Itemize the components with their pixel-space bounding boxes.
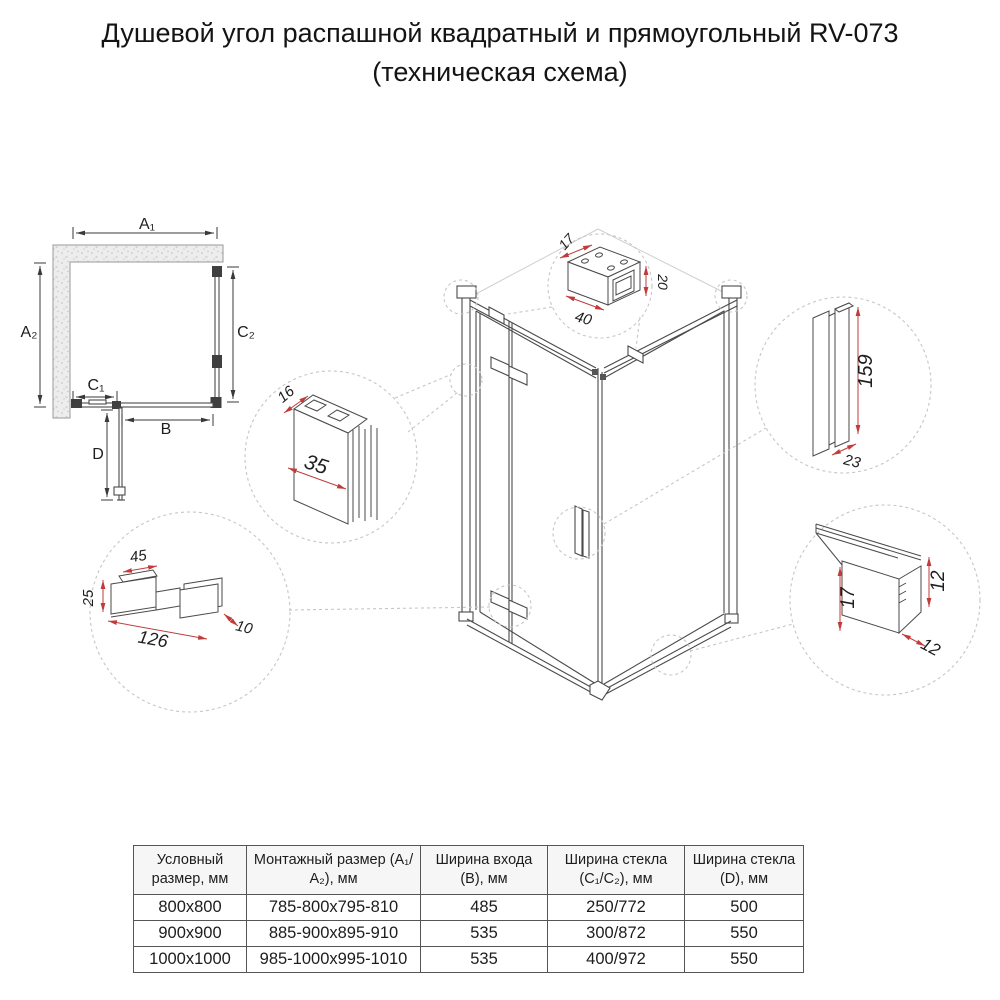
cell-size: 1000x1000	[134, 946, 247, 972]
detail-bottom-profile	[816, 524, 949, 660]
detail-bracket	[555, 230, 671, 330]
header-mounting-size: Монтажный размер (А₁/А₂), мм	[247, 846, 421, 895]
header-glass-width-d: Ширина стекла (D), мм	[685, 846, 804, 895]
title-line1: Душевой угол распашной квадратный и прямоугольный RV-073	[101, 18, 899, 48]
bracket-dim-height: 20	[655, 274, 671, 290]
bracket-dim-depth: 17	[555, 230, 578, 253]
title-line2: (техническая схема)	[372, 57, 628, 87]
cell-mounting: 885-900x895-910	[247, 920, 421, 946]
cell-glass-c: 400/972	[548, 946, 685, 972]
detail-handle	[813, 303, 877, 472]
cell-size: 800x800	[134, 894, 247, 920]
cell-mounting: 985-1000x995-1010	[247, 946, 421, 972]
hinge-dim-length: 126	[136, 626, 170, 652]
plan-label-a2: A₂	[20, 324, 38, 341]
header-entry-width: Ширина входа (B), мм	[421, 846, 548, 895]
cell-entry: 485	[421, 894, 548, 920]
handle-dim-height: 159	[855, 354, 877, 388]
bottom-profile-dim-side: 12	[928, 570, 949, 592]
bracket-dim-width: 40	[572, 308, 594, 330]
size-table	[133, 845, 804, 973]
cell-size: 900x900	[134, 920, 247, 946]
plan-label-a1: A₁	[138, 216, 156, 233]
plan-door-handle	[114, 487, 125, 495]
plan-label-c2: C₂	[237, 324, 255, 341]
hinge-dim-top: 45	[128, 546, 148, 567]
cell-entry: 535	[421, 946, 548, 972]
hinge-dim-thickness: 10	[233, 617, 255, 638]
header-nominal-size: Условный размер, мм	[134, 846, 247, 895]
detail-wall-profile	[274, 382, 377, 524]
wall-profile-dim-depth: 16	[274, 382, 298, 407]
plan-label-b: B	[160, 421, 172, 438]
plan-view	[21, 216, 255, 500]
bottom-profile-dim-depth: 12	[917, 634, 944, 660]
plan-glass-c2	[215, 267, 219, 405]
rail-clamp-left	[489, 307, 504, 324]
cell-glass-d: 550	[685, 946, 804, 972]
detail-hinge	[80, 547, 255, 652]
plan-label-c1: C₁	[87, 377, 105, 394]
plan-label-d: D	[92, 446, 104, 463]
table-header-row	[134, 846, 804, 895]
cell-glass-d: 500	[685, 894, 804, 920]
table-row	[134, 946, 804, 972]
hinge-dim-side: 25	[80, 589, 97, 607]
cell-mounting: 785-800x795-810	[247, 894, 421, 920]
cell-glass-c: 300/872	[548, 920, 685, 946]
bottom-profile-dim-height: 17	[838, 587, 859, 609]
cell-glass-d: 550	[685, 920, 804, 946]
right-wall-profile	[722, 286, 741, 298]
table-row	[134, 920, 804, 946]
handle-dim-depth: 23	[841, 451, 863, 472]
left-wall-profile	[457, 286, 476, 298]
cell-entry: 535	[421, 920, 548, 946]
table-row	[134, 894, 804, 920]
cell-glass-c: 250/772	[548, 894, 685, 920]
header-glass-width-c: Ширина стекла (С₁/С₂), мм	[548, 846, 685, 895]
plan-walls	[53, 245, 223, 418]
door-handle	[575, 506, 589, 558]
wall-profile-dim-width: 35	[301, 450, 331, 480]
